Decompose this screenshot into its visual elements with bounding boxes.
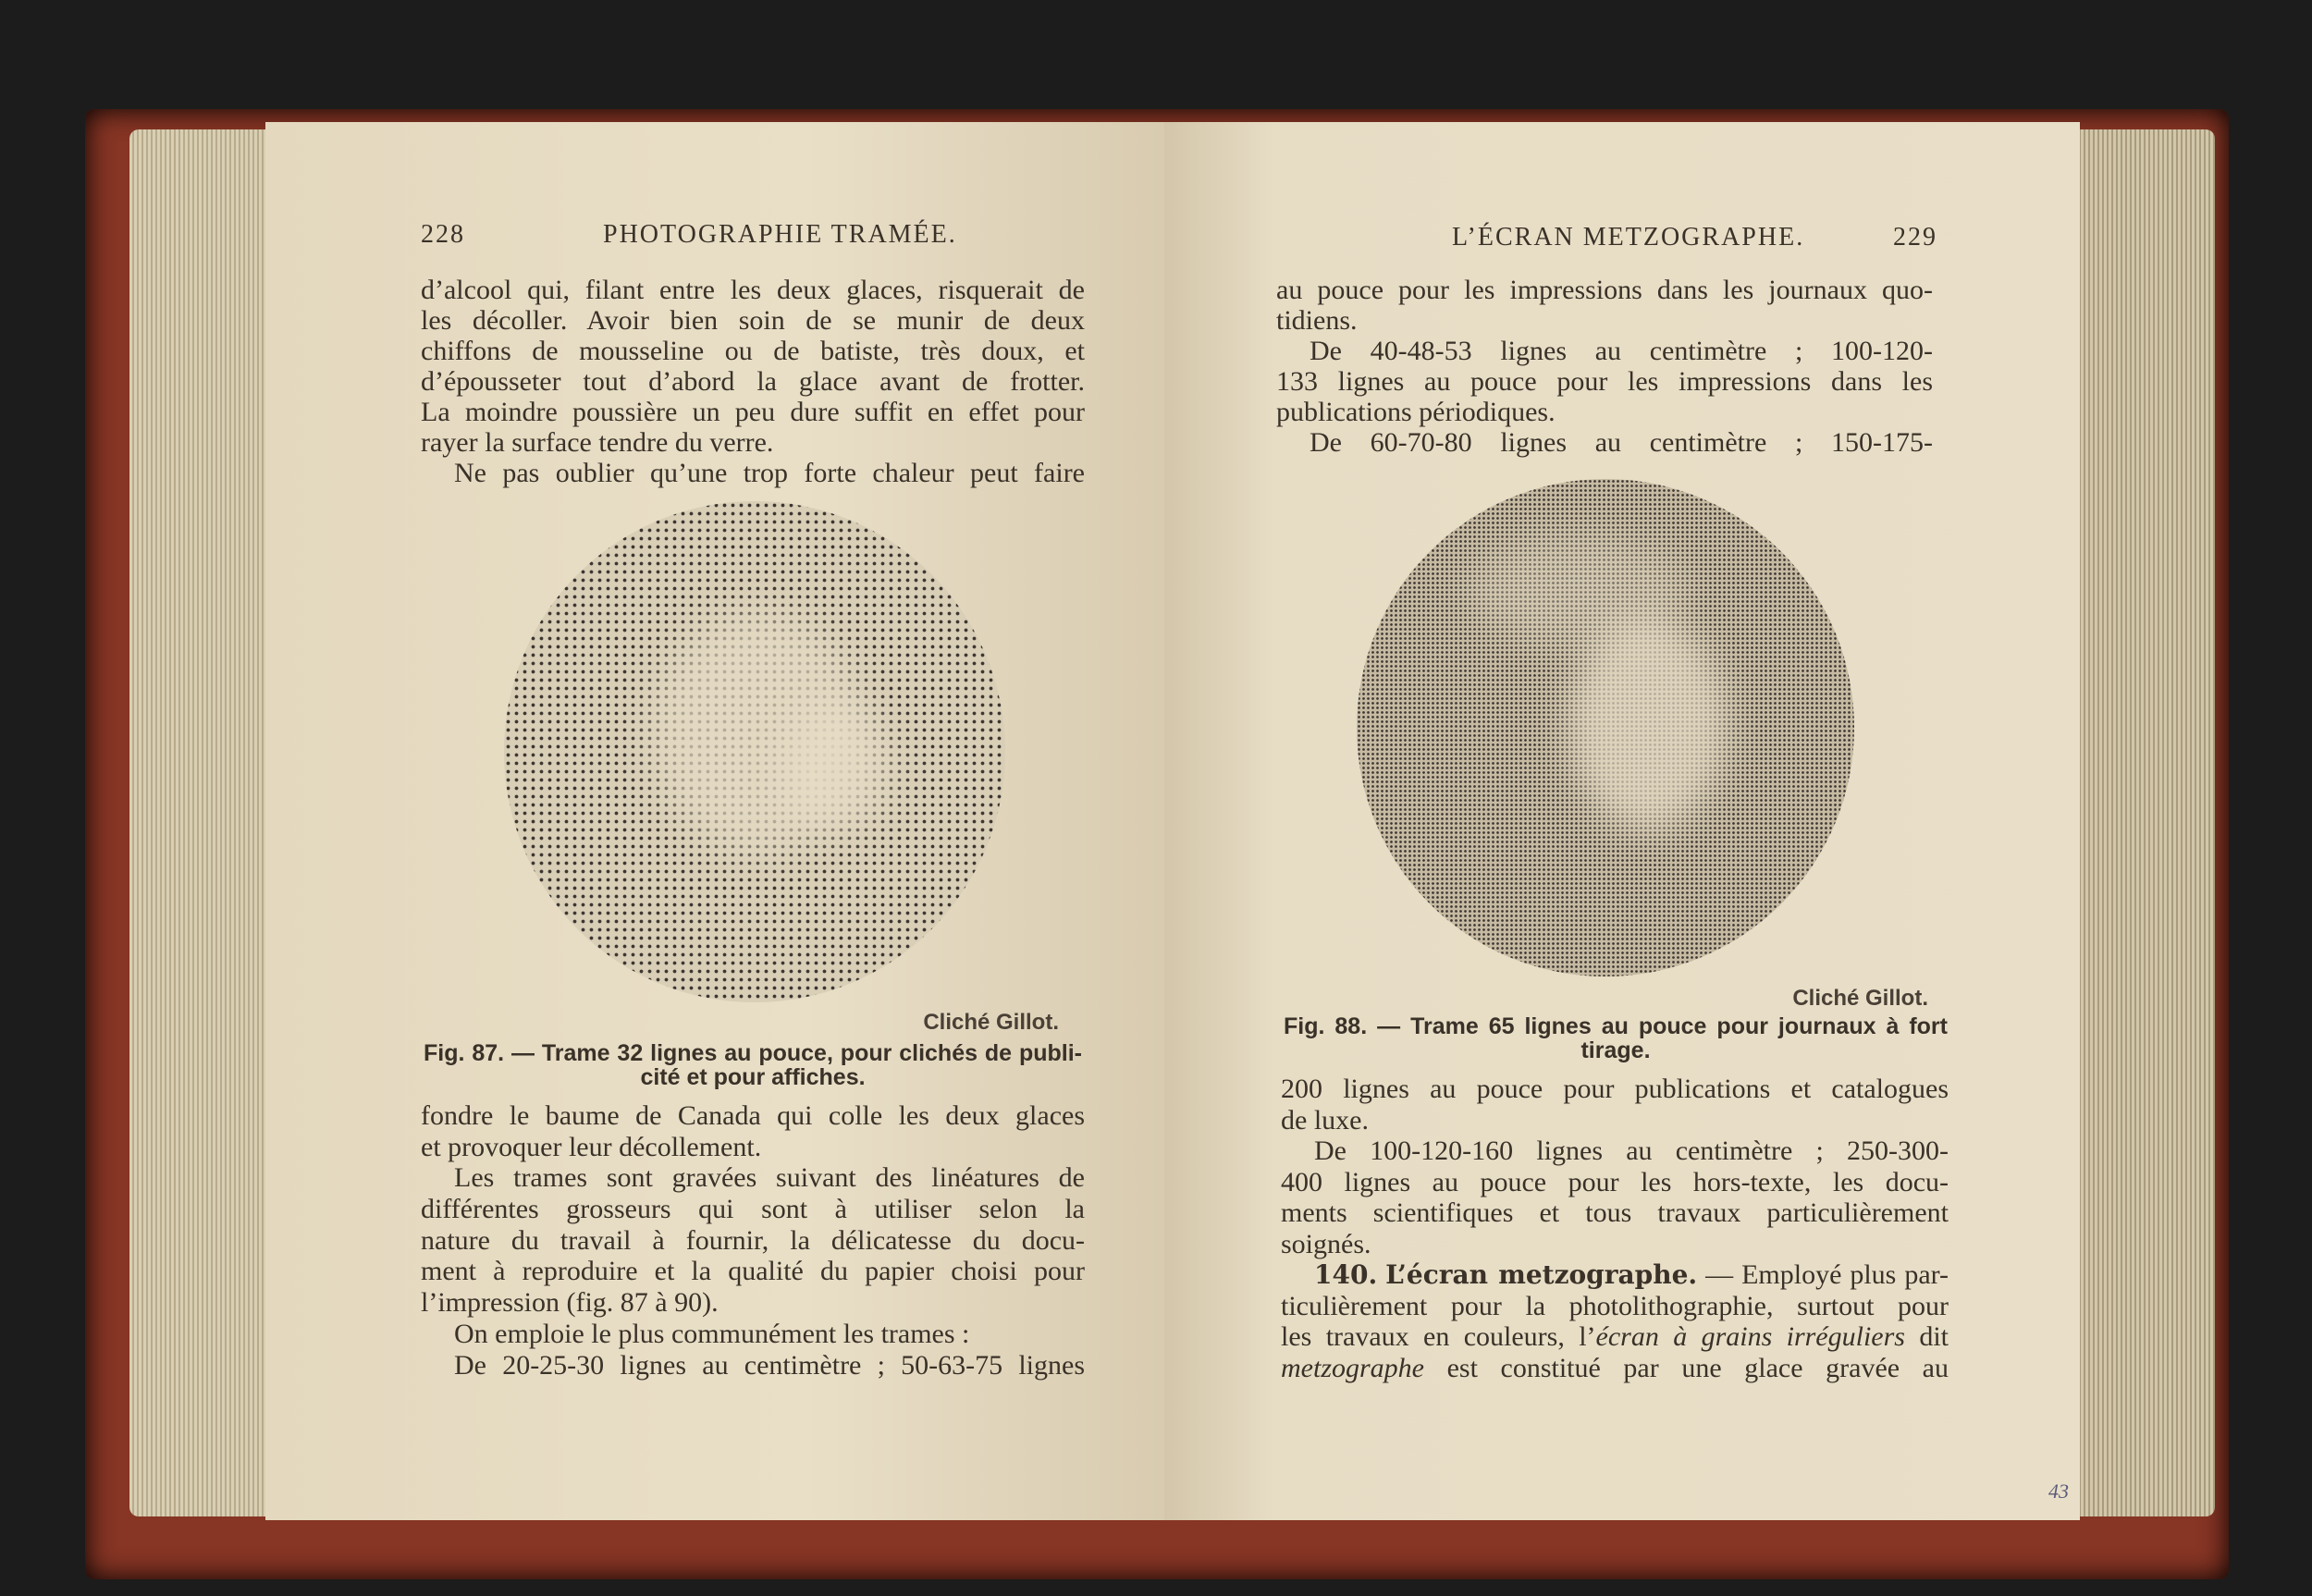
caption-line: tirage. [1580,1037,1651,1063]
text-line [1281,1321,1949,1353]
text-line: Ne pas oublier qu’une trop forte chaleur peut faire [454,458,1085,488]
right-text-top [1276,275,1933,458]
text-line: d’épousseter tout d’abord la glace avant de frotter. [421,366,1085,397]
left-text-bottom [421,1100,1085,1381]
text-line: 200 lignes au pouce pour publications et catalogues [1281,1074,1949,1104]
page-number-right: 229 [1893,223,1937,252]
running-head-right: L’ÉCRAN METZOGRAPHE. [1452,223,1805,252]
text-line: nature du travail à fournir, la délicatesse du docu- [421,1224,1085,1256]
text-line: l’impression (fig. 87 à 90). [421,1287,719,1319]
italic-term: écran à grains irréguliers [1595,1321,1905,1352]
text-line: d’alcool qui, filant entre les deux glaces, risquerait de [421,275,1085,305]
text-line: rayer la surface tendre du verre. [421,427,774,458]
text-line: tidiens. [1276,305,1358,336]
text-fragment: est constitué par une glace gravée au [1446,1352,1949,1383]
figure-88-caption [1284,1014,1948,1062]
text-fragment: dit [1919,1321,1949,1352]
text-line: De 40-48-53 lignes au centimètre ; 100-120- [1310,336,1933,366]
section-number: 140. [1314,1259,1378,1290]
section-title: L’écran metzographe. [1385,1259,1698,1290]
text-line [1281,1353,1949,1384]
figure-87-halftone-portrait [504,501,1005,1002]
right-text-bottom [1281,1074,1949,1383]
text-line: De 20-25-30 lignes au centimètre ; 50-63-75 lignes [454,1349,1085,1381]
page-edges-right [2067,129,2215,1516]
text-line: De 60-70-80 lignes au centimètre ; 150-175- [1310,427,1933,458]
text-line: ments scientifiques et tous travaux particulièrement [1281,1197,1949,1228]
text-line: de luxe. [1281,1104,1369,1136]
italic-term: metzographe [1281,1352,1424,1383]
text-line: ment à reproduire et la qualité du papier choisi pour [421,1256,1085,1287]
text-line: La moindre poussière un peu dure suffit en effet pour [421,397,1085,427]
figure-87-caption [424,1041,1082,1089]
text-line: au pouce pour les impressions dans les journaux quo- [1276,275,1933,305]
left-text-top [421,275,1085,488]
page-number-left: 228 [421,220,465,249]
text-line: chiffons de mousseline ou de batiste, très doux, et [421,336,1085,366]
running-head-left: PHOTOGRAPHIE TRAMÉE. [603,220,957,249]
figure-88-halftone-portrait [1357,479,1854,976]
text-line: publications périodiques. [1276,397,1556,427]
figure-88-credit: Cliché Gillot. [1792,986,1928,1011]
section-heading-line [1281,1259,1949,1291]
text-fragment: les travaux en couleurs, l’ [1281,1321,1596,1352]
handwritten-folio-note: 43 [2048,1479,2069,1503]
text-line: soignés. [1281,1228,1371,1259]
figure-87-credit: Cliché Gillot. [923,1010,1059,1035]
caption-line: Fig. 87. — Trame 32 lignes au pouce, pour clichés de publi- [424,1040,1082,1066]
page-edges-left [129,129,277,1516]
text-line: De 100-120-160 lignes au centimètre ; 250-300- [1314,1136,1949,1166]
text-line: On emploie le plus communément les trames : [454,1318,970,1349]
text-line: et provoquer leur décollement. [421,1131,762,1162]
text-line: les décoller. Avoir bien soin de se munir de deux [421,305,1085,336]
caption-line: Fig. 88. — Trame 65 lignes au pouce pour journaux à fort [1284,1013,1948,1039]
text-line: fondre le baume de Canada qui colle les deux glaces [421,1100,1085,1131]
text-line: 133 lignes au pouce pour les impressions dans les [1276,366,1933,397]
text-line: 400 lignes au pouce pour les hors-texte, les docu- [1281,1166,1949,1197]
text-line: ticulièrement pour la photolithographie, surtout pour [1281,1290,1949,1321]
text-line: différentes grosseurs qui sont à utiliser selon la [421,1194,1085,1225]
caption-line: cité et pour affiches. [640,1064,866,1090]
text-fragment: — Employé plus par- [1705,1259,1949,1290]
text-line: Les trames sont gravées suivant des linéatures de [454,1162,1085,1194]
